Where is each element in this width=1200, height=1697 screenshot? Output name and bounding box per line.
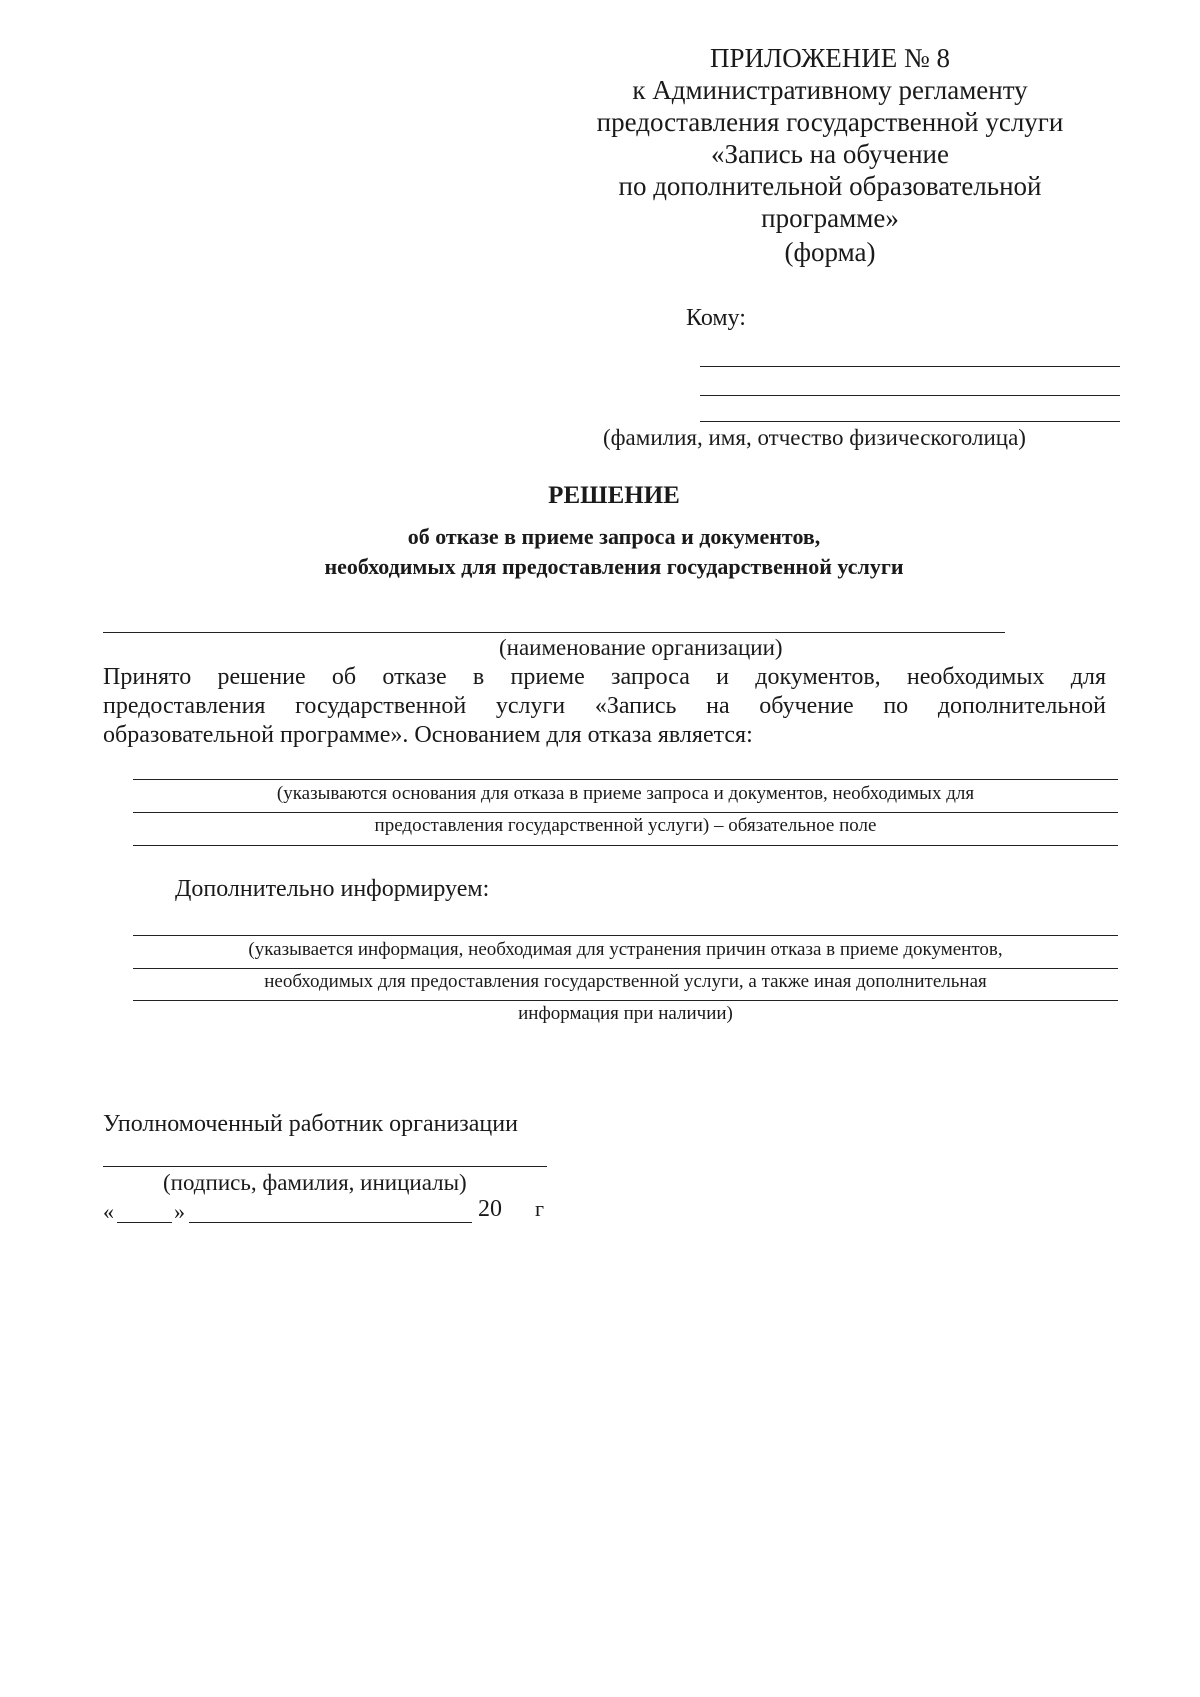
- recipient-label: Кому:: [686, 305, 746, 331]
- reasons-line-2[interactable]: [133, 812, 1118, 813]
- header-line-service-name: «Запись на обучение: [711, 139, 949, 169]
- additional-line-3[interactable]: [133, 1000, 1118, 1001]
- date-year-suffix: г: [535, 1196, 545, 1221]
- reasons-caption-line-1: (указываются основания для отказа в приеме запроса и документов, необходимых для: [276, 783, 975, 804]
- recipient-line-3[interactable]: [700, 421, 1120, 422]
- header-line-program: по дополнительной образовательной: [618, 171, 1042, 201]
- additional-caption-line-3: информация при наличии): [518, 1003, 733, 1024]
- additional-label: Дополнительно информируем:: [175, 876, 490, 902]
- header-line-service: предоставления государственной услуги: [596, 107, 1064, 137]
- reasons-line-3[interactable]: [133, 845, 1118, 846]
- reasons-line-1[interactable]: [133, 779, 1118, 780]
- recipient-caption: (фамилия, имя, отчество физическоголица): [603, 425, 1026, 450]
- date-day-field[interactable]: [117, 1222, 172, 1223]
- reasons-caption-line-2: предоставления государственной услуги) – обязательное поле: [374, 815, 877, 836]
- signatory-label: Уполномоченный работник организации: [103, 1111, 518, 1137]
- body-line-1: Принято решение об отказе в приеме запроса и документов, необходимых для: [103, 664, 1106, 690]
- body-line-2: предоставления государственной услуги «Запись на обучение по дополнительной: [103, 693, 1106, 719]
- date-close-quote: »: [174, 1199, 185, 1224]
- date-year-prefix: 20: [478, 1196, 502, 1222]
- header-line-program-end: программе»: [761, 203, 899, 233]
- additional-caption-line-2: необходимых для предоставления государственной услуги, а также иная дополнительная: [264, 971, 987, 992]
- additional-line-1[interactable]: [133, 935, 1118, 936]
- organization-caption: (наименование организации): [499, 635, 783, 660]
- additional-line-2[interactable]: [133, 968, 1118, 969]
- organization-line[interactable]: [103, 632, 1005, 633]
- decision-subtitle-line-1: об отказе в приеме запроса и документов,: [407, 524, 821, 549]
- additional-caption-line-1: (указывается информация, необходимая для устранения причин отказа в приеме документов,: [248, 939, 1003, 960]
- date-month-field[interactable]: [189, 1222, 472, 1223]
- decision-subtitle-line-2: необходимых для предоставления государственной услуги: [324, 554, 904, 579]
- form-label: (форма): [784, 237, 876, 267]
- signature-caption: (подпись, фамилия, инициалы): [163, 1170, 467, 1195]
- date-open-quote: «: [103, 1199, 114, 1224]
- recipient-line-1[interactable]: [700, 366, 1120, 367]
- header-line-regulation: к Административному регламенту: [632, 75, 1028, 105]
- appendix-number: ПРИЛОЖЕНИЕ № 8: [709, 43, 951, 73]
- signature-line[interactable]: [103, 1166, 547, 1167]
- body-line-3: образовательной программе». Основанием для отказа является:: [103, 722, 753, 748]
- recipient-line-2[interactable]: [700, 395, 1120, 396]
- decision-title: РЕШЕНИЕ: [548, 482, 680, 509]
